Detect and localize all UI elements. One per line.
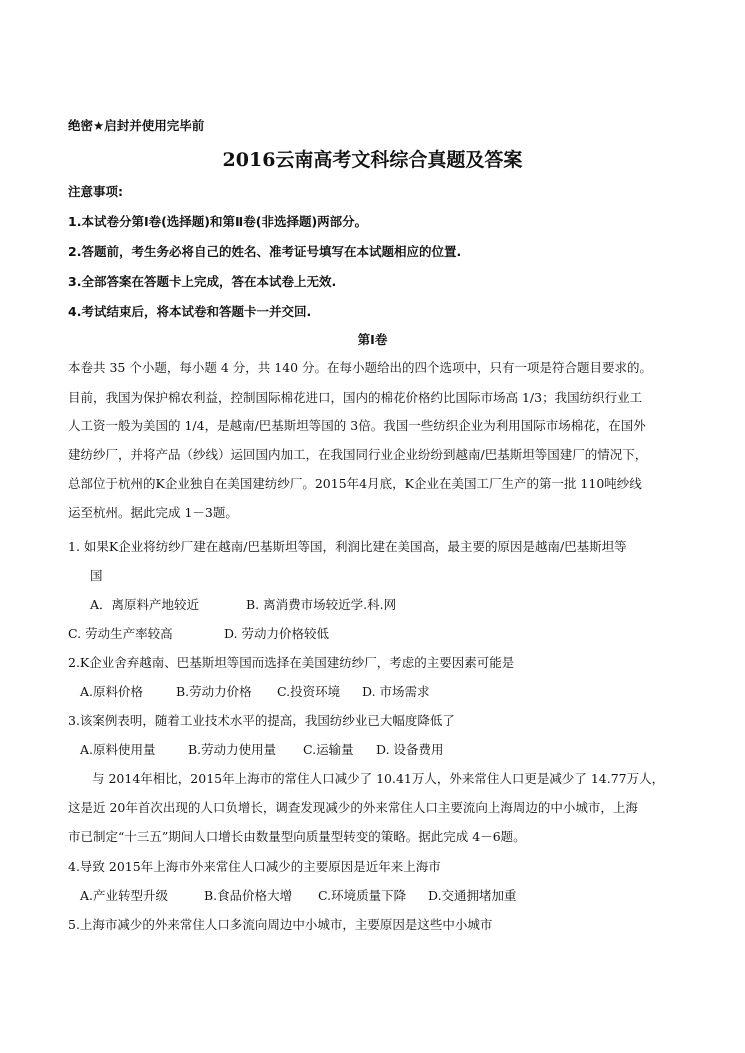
passage-line: 市已制定“十三五”期间人口增长由数量型向质量型转变的策略。据此完成 4－6题。 <box>68 829 526 844</box>
question-2-option-c: C.投资环境 <box>277 684 341 699</box>
question-2-option-a: A.原料价格 <box>80 684 144 699</box>
question-2-option-d: D. 市场需求 <box>362 684 430 699</box>
question-1-stem: 1. 如果K企业将纺纱厂建在越南/巴基斯坦等国，利润比建在美国高，最主要的原因是越南/巴基斯坦等 <box>68 539 627 554</box>
question-1-option-d: D. 劳动力价格较低 <box>224 626 330 641</box>
question-3-stem: 3.该案例表明，随着工业技术水平的提高，我国纺纱业已大幅度降低了 <box>68 713 455 728</box>
note-item: 1.本试卷分第Ⅰ卷(选择题)和第Ⅱ卷(非选择题)两部分。 <box>68 214 368 229</box>
passage-line: 建纺纱厂，并将产品（纱线）运回国内加工，在我国同行业企业纷纷到越南/巴基斯坦等国建厂的情况下， <box>68 447 648 462</box>
passage-line: 总部位于杭州的K企业独自在美国建纺纱厂。2015年4月底，K企业在美国工厂生产的第一批 110吨纱线 <box>68 476 642 491</box>
question-1-option-a: A．离原料产地较近 <box>90 597 200 612</box>
secret-label: 绝密★启封并使用完毕前 <box>68 118 205 133</box>
section-intro: 本卷共 35 个小题，每小题 4 分，共 140 分。在每小题给出的四个选项中，只有一项是符合题目要求的。 <box>68 360 653 375</box>
page-title: 2016云南高考文科综合真题及答案 <box>222 149 523 171</box>
question-3-option-a: A.原料使用量 <box>80 742 156 757</box>
question-3-option-c: C.运输量 <box>303 742 354 757</box>
question-3-option-d: D. 设备费用 <box>376 742 444 757</box>
question-2-option-b: B.劳动力价格 <box>176 684 252 699</box>
note-item: 2.答题前，考生务必将自己的姓名、准考证号填写在本试题相应的位置. <box>68 244 462 259</box>
question-4-option-a: A.产业转型升级 <box>80 888 169 903</box>
question-4-option-d: D.交通拥堵加重 <box>428 888 517 903</box>
question-3-option-b: B.劳动力使用量 <box>188 742 277 757</box>
question-5-stem: 5.上海市减少的外来常住人口多流向周边中小城市，主要原因是这些中小城市 <box>68 917 493 932</box>
note-item: 3.全部答案在答题卡上完成，答在本试卷上无效. <box>68 274 337 289</box>
passage-line: 与 2014年相比，2015年上海市的常住人口减少了 10.41万人，外来常住人口更是减少了 14.77万人， <box>92 771 665 786</box>
notes-heading: 注意事项: <box>68 184 123 199</box>
question-1-option-c: C. 劳动生产率较高 <box>68 626 173 641</box>
note-item: 4.考试结束后，将本试卷和答题卡一并交回. <box>68 304 312 319</box>
section-heading: 第Ⅰ卷 <box>357 332 388 347</box>
question-4-option-b: B.食品价格大增 <box>204 888 293 903</box>
passage-line: 目前，我国为保护棉农利益，控制国际棉花进口，国内的棉花价格约比国际市场高 1/3；我国纺织行业工 <box>68 390 643 405</box>
question-4-stem: 4.导致 2015年上海市外来常住人口减少的主要原因是近年来上海市 <box>68 859 441 874</box>
question-1-stem-cont: 国 <box>90 568 103 583</box>
passage-line: 运至杭州。据此完成 1－3题。 <box>68 505 238 520</box>
passage-line: 这是近 20年首次出现的人口负增长，调查发现减少的外来常住人口主要流向上海周边的中小城市，上海 <box>68 800 638 815</box>
question-1-option-b: B. 离消费市场较近学.科.网 <box>246 597 397 612</box>
question-2-stem: 2.K企业舍弃越南、巴基斯坦等国而选择在美国建纺纱厂，考虑的主要因素可能是 <box>68 655 515 670</box>
question-4-option-c: C.环境质量下降 <box>318 888 407 903</box>
passage-line: 人工资一般为美国的 1/4，是越南/巴基斯坦等国的 3倍。我国一些纺织企业为利用国际市场棉花，在国外 <box>68 418 646 433</box>
